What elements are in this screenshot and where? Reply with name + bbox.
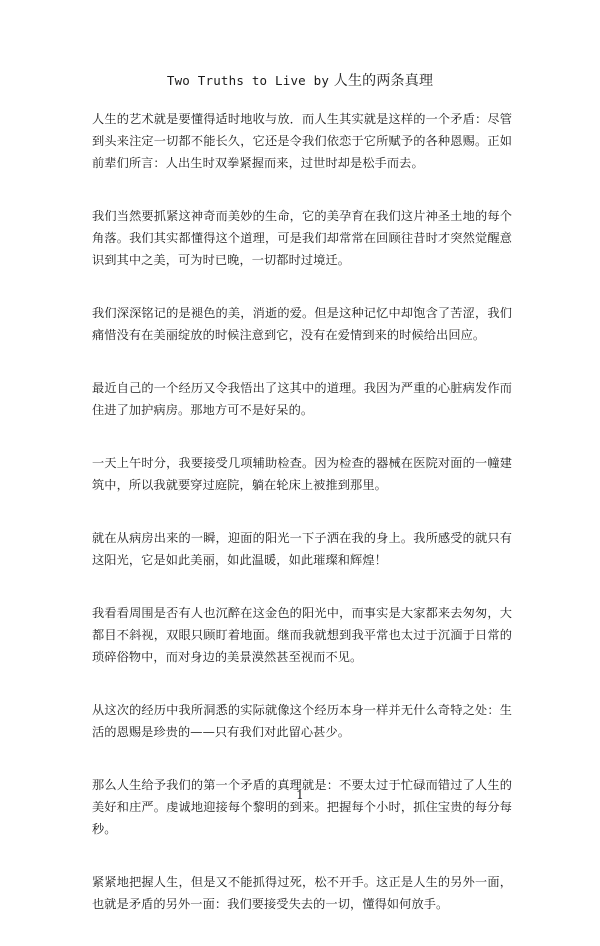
document-title <box>0 70 600 90</box>
paragraph-8: 从这次的经历中我所洞悉的实际就像这个经历本身一样并无什么奇特之处：生活的恩赐是珍贵的——只有我们对此留心甚少。 <box>92 703 512 739</box>
paragraph-1: 人生的艺术就是要懂得适时地收与放．而人生其实就是这样的一个矛盾：尽管到头来注定一切都不能长久，它还是令我们依恋于它所赋予的各种恩赐。正如前辈们所言：人出生时双拳紧握而来，过世时却是松手而去。 <box>92 112 512 170</box>
paragraph-5: 一天上午时分，我要接受几项辅助检查。因为检查的器械在医院对面的一幢建筑中，所以我就要穿过庭院，躺在轮床上被推到那里。 <box>92 456 512 492</box>
title-chinese: 人生的两条真理 <box>333 73 434 89</box>
page-number: 1 <box>296 788 304 802</box>
title-english: Two Truths to Live by <box>166 73 330 88</box>
paragraph-6: 就在从病房出来的一瞬，迎面的阳光一下子洒在我的身上。我所感受的就只有这阳光，它是如此美丽，如此温暖，如此璀璨和辉煌！ <box>92 531 512 567</box>
paragraph-7: 我看看周围是否有人也沉醉在这金色的阳光中，而事实是大家都来去匆匆，大都目不斜视，双眼只顾盯着地面。继而我就想到我平常也太过于沉湎于日常的琐碎俗物中，而对身边的美景漠然甚至视而不见。 <box>92 606 512 664</box>
paragraph-10: 紧紧地把握人生，但是又不能抓得过死，松不开手。这正是人生的另外一面，也就是矛盾的另外一面：我们要接受失去的一切，懂得如何放手。 <box>92 875 512 911</box>
document-body <box>92 108 512 946</box>
paragraph-4: 最近自己的一个经历又令我悟出了这其中的道理。我因为严重的心脏病发作而住进了加护病房。那地方可不是好呆的。 <box>92 381 512 417</box>
paragraph-9: 那么人生给予我们的第一个矛盾的真理就是：不要太过于忙碌而错过了人生的美好和庄严。虔诚地迎接每个黎明的到来。把握每个小时，抓住宝贵的每分每秒。 <box>92 778 512 836</box>
paragraph-2: 我们当然要抓紧这神奇而美妙的生命，它的美孕育在我们这片神圣土地的每个角落。我们其实都懂得这个道理，可是我们却常常在回顾往昔时才突然觉醒意识到其中之美，可为时已晚，一切都时过境迁。 <box>92 209 512 267</box>
paragraph-3: 我们深深铭记的是褪色的美，消逝的爱。但是这种记忆中却饱含了苦涩，我们痛惜没有在美丽绽放的时候注意到它，没有在爱情到来的时候给出回应。 <box>92 306 512 342</box>
